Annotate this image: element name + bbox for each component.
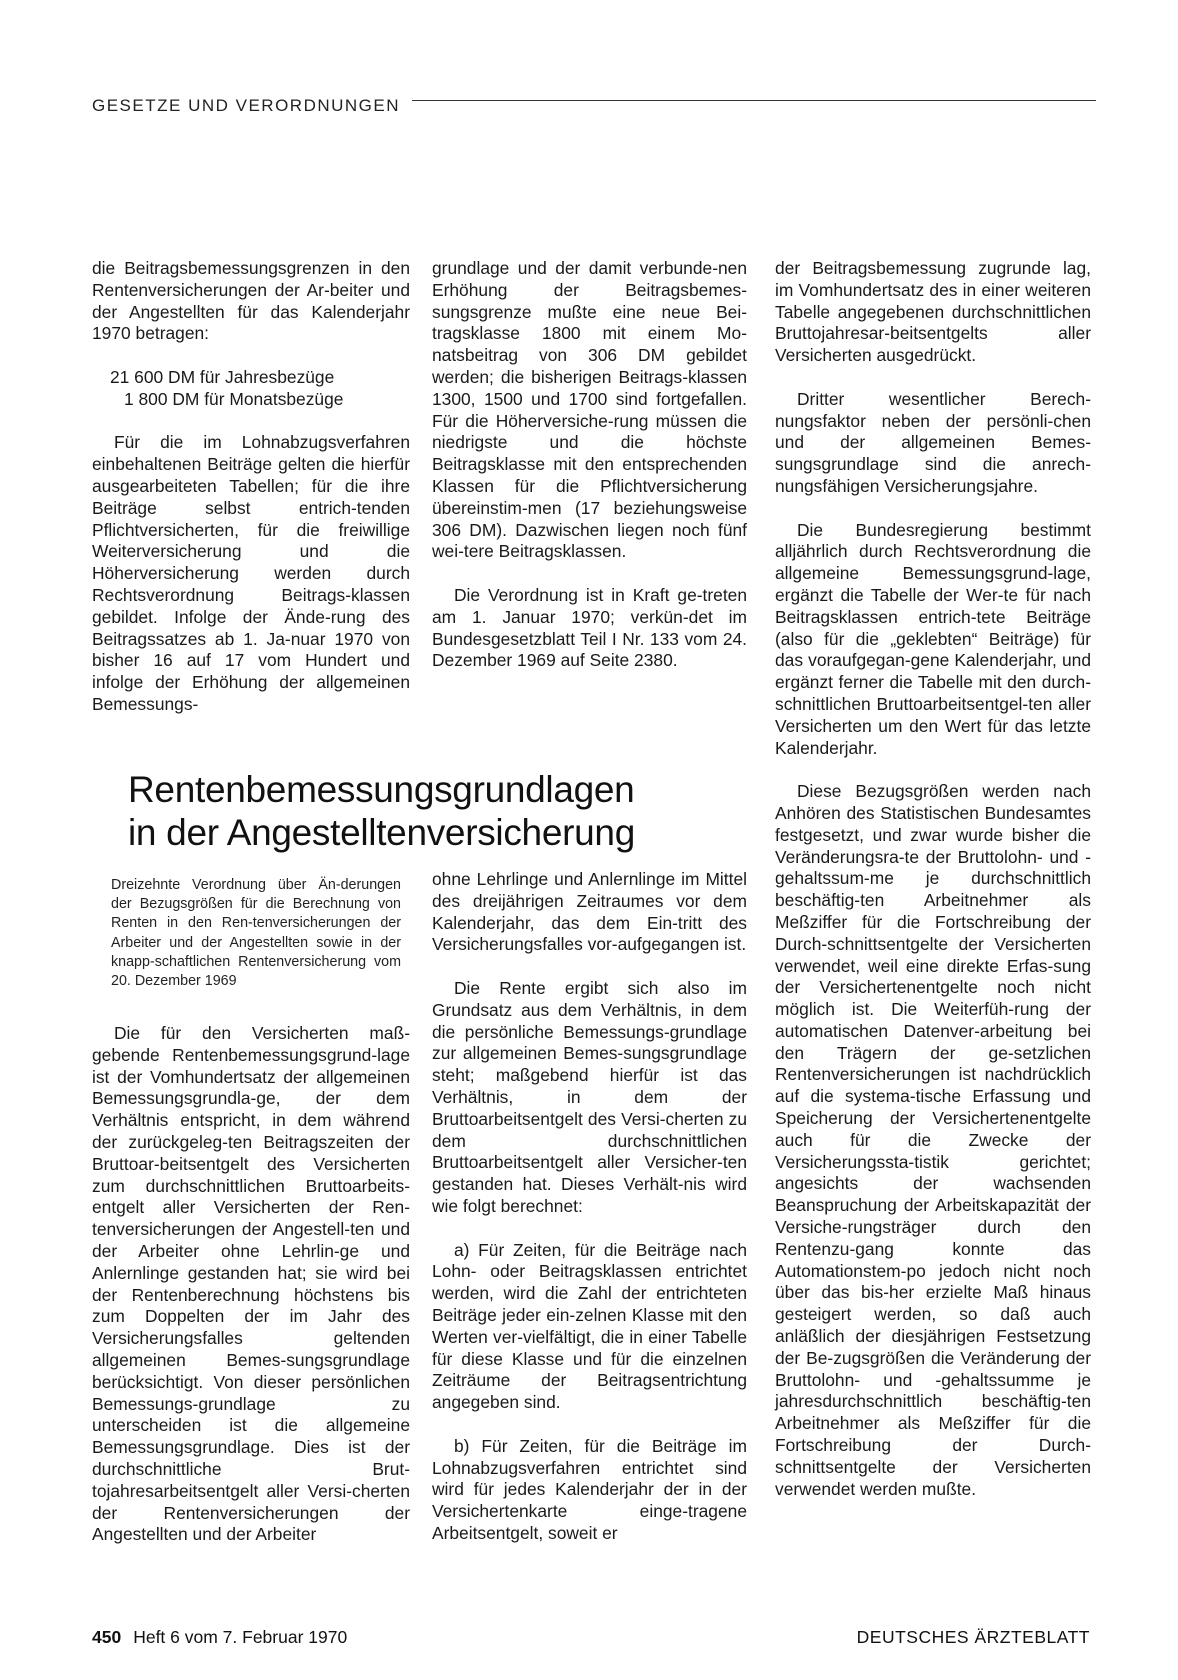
- paragraph: Die Bundesregierung bestimmt alljährlich durch Rechtsverordnung die allgemeine Bemessungsgrund-lage, ergänzt die Tabelle der Wer-te für nach Beitragsklassen entrich-tete Beiträge (also für die „geklebten“ Beiträge) für das voraufgegan-gene Kalenderjahr, und ergänzt ferner die Tabelle mit den durch-schnittlichen Bruttoarbeitsentgel-ten aller Versicherten um den Wert für das letzte Kalenderjahr.: [775, 519, 1091, 758]
- paragraph: b) Für Zeiten, für die Beiträge im Lohnabzugsverfahren entrichtet sind wird für jedes Kalenderjahr der in der Versichertenkarte einge-tragene Arbeitsentgelt, soweit er: [432, 1435, 747, 1543]
- publication-name: DEUTSCHES ÄRZTEBLATT: [856, 1627, 1090, 1647]
- paragraph: die Beitragsbemessungsgrenzen in den Rentenversicherungen der Ar-beiter und der Angestellten für das Kalenderjahr 1970 betragen:: [92, 258, 410, 344]
- column-1-top: [92, 258, 410, 716]
- paragraph: Die für den Versicherten maß-gebende Rentenbemessungsgrund-lage ist der Vomhundertsatz der allgemeinen Bemessungsgrundla-ge, der dem Verhältnis entspricht, in dem während der zurückgeleg-ten Beitragszeiten der Bruttoar-beitsentgelt des Versicherten zum durchschnittlichen Bruttoarbeits-entgelt aller Versicherten der Ren-tenversicherungen der Angestell-ten und der Arbeiter ohne Lehrlin-ge und Anlernlinge gestanden hat; sie wird bei der Rentenberechnung höchstens bis zum Doppelten der im Jahr des Versicherungsfalles geltenden allgemeinen Bemes-sungsgrundlage berücksichtigt. Von dieser persönlichen Bemessungs-grundlage zu unterscheiden ist die allgemeine Bemessungsgrundlage. Dies ist der durchschnittliche Brut-tojahresarbeitsentgelt aller Versi-cherten der Rentenversicherungen der Angestellten und der Arbeiter: [92, 1023, 410, 1545]
- column-1-bottom: [92, 1023, 410, 1546]
- header-rule: [412, 100, 1096, 101]
- amount-monthly: 1 800 DM für Monatsbezüge: [124, 388, 344, 409]
- column-3: [775, 258, 1091, 1500]
- paragraph: Für die im Lohnabzugsverfahren einbehaltenen Beiträge gelten die hierfür ausgearbeiteten Tabellen; für die ihre Beiträge selbst entrich-tenden Pflichtversicherten, für die freiwillige Weiterversicherung und die Höherversicherung werden durch Rechtsverordnung Beitrags-klassen gebildet. Infolge der Ände-rung des Beitragssatzes ab 1. Ja-nuar 1970 von bisher 16 auf 17 vom Hundert und infolge der Erhöhung der allgemeinen Bemessungs-: [92, 432, 410, 714]
- paragraph: Diese Bezugsgrößen werden nach Anhören des Statistischen Bundesamtes festgesetzt, und zwar wurde bisher die Veränderungsra-te der Bruttolohn- und -gehaltssum-me je durchschnittlich beschäftig-ten Arbeitnehmer als Meßziffer für die Fortschreibung der Durch-schnittsentgelte der Versicherten verwendet, weil eine direkte Erfas-sung der Versichertenentgelte noch nicht möglich ist. Die Weiterfüh-rung der automatischen Datenver-arbeitung bei den Trägern der ge-setzlichen Rentenversicherungen ist nachdrücklich auf die systema-tische Erfassung und Speicherung der Versichertenentgelte auch für die Zwecke der Versicherungssta-tistik gerichtet; angesichts der wachsenden Beanspruchung der Arbeitskapazität der Versiche-rungsträger durch den Rentenzu-gang konnte das Automationstem-po jedoch nicht noch über das bis-her erzielte Maß hinaus gesteigert werden, so daß auch anläßlich der diesjährigen Festsetzung der Be-zugsgrößen die Veränderung der Bruttolohn- und -gehaltssumme je jahresdurchschnittlich beschäftig-ten Arbeitnehmer als Meßziffer für die Fortschreibung der Durch-schnittsentgelte der Versicherten verwendet werden mußte.: [775, 781, 1091, 1499]
- paragraph: Die Rente ergibt sich also im Grundsatz aus dem Verhältnis, in dem die persönliche Bemessungs-grundlage zur allgemeinen Bemes-sungsgrundlage steht; maßgebend hierfür ist das Verhältnis, in dem der Bruttoarbeitsentgelt des Versi-cherten zu dem durchschnittlichen Bruttoarbeitsentgelt aller Versicher-ten gestanden hat. Dieses Verhält-nis wird wie folgt berechnet:: [432, 977, 747, 1216]
- column-2-bottom: [432, 869, 747, 1545]
- article-title-line-1: Rentenbemessungsgrundlagen: [128, 769, 635, 810]
- issue-info: Heft 6 vom 7. Februar 1970: [133, 1627, 348, 1647]
- paragraph: a) Für Zeiten, für die Beiträge nach Lohn- oder Beitragsklassen entrichtet werden, wird die Zahl der entrichteten Beiträge jeder ein-zelnen Klasse mit den Werten ver-vielfältigt, die in einer Tabelle für diese Klasse und für die einzelnen Zeiträume der Beitragsentrichtung angegeben sind.: [432, 1239, 747, 1413]
- paragraph: grundlage und der damit verbunde-nen Erhöhung der Beitragsbemes-sungsgrenze mußte eine neue Bei-tragsklasse 1800 mit einem Mo-natsbeitrag von 306 DM gebildet werden; die bisherigen Beitrags-klassen 1300, 1500 und 1700 sind fortgefallen. Für die Höherversiche-rung müssen die niedrigste und die höchste Beitragsklasse mit den entsprechenden Klassen für die Pflichtversicherung übereinstim-men (17 beziehungsweise 306 DM). Dazwischen liegen noch fünf wei-tere Beitragsklassen.: [432, 258, 747, 562]
- column-2-top: [432, 258, 747, 672]
- article-title-line-2: in der Angestelltenversicherung: [128, 812, 635, 853]
- article-subtitle: Dreizehnte Verordnung über Än-derungen der Bezugsgrößen für die Berechnung von Renten in den Ren-tenversicherungen der Arbeiter und der Angestellten sowie in der knapp-schaftlichen Rentenversicherung vom 20. Dezember 1969: [111, 877, 401, 990]
- paragraph: Die Verordnung ist in Kraft ge-treten am 1. Januar 1970; verkün-det im Bundesgesetzblatt Teil I Nr. 133 vom 24. Dezember 1969 auf Seite 2380.: [432, 584, 747, 671]
- section-label: GESETZE UND VERORDNUNGEN: [92, 96, 401, 115]
- paragraph: ohne Lehrlinge und Anlernlinge im Mittel des dreijährigen Zeitraumes vor dem Kalenderjahr, das dem Ein-tritt des Versicherungsfalles vor-aufgegangen ist.: [432, 869, 747, 955]
- paragraph: Dritter wesentlicher Berech-nungsfaktor neben der persönli-chen und der allgemeinen Bemes-sungsgrundlage sind die anrech-nungsfähigen Versicherungsjahre.: [775, 388, 1091, 496]
- amount-annual: 21 600 DM für Jahresbezüge: [110, 366, 335, 387]
- amounts-list: [92, 367, 410, 411]
- page-number: 450: [92, 1627, 122, 1647]
- article-title: [128, 768, 748, 854]
- page-footer-left: [92, 1627, 347, 1648]
- paragraph: der Beitragsbemessung zugrunde lag, im Vomhundertsatz des in einer weiteren Tabelle angegebenen durchschnittlichen Bruttojahresar-beitsentgelts aller Versicherten ausgedrückt.: [775, 258, 1091, 366]
